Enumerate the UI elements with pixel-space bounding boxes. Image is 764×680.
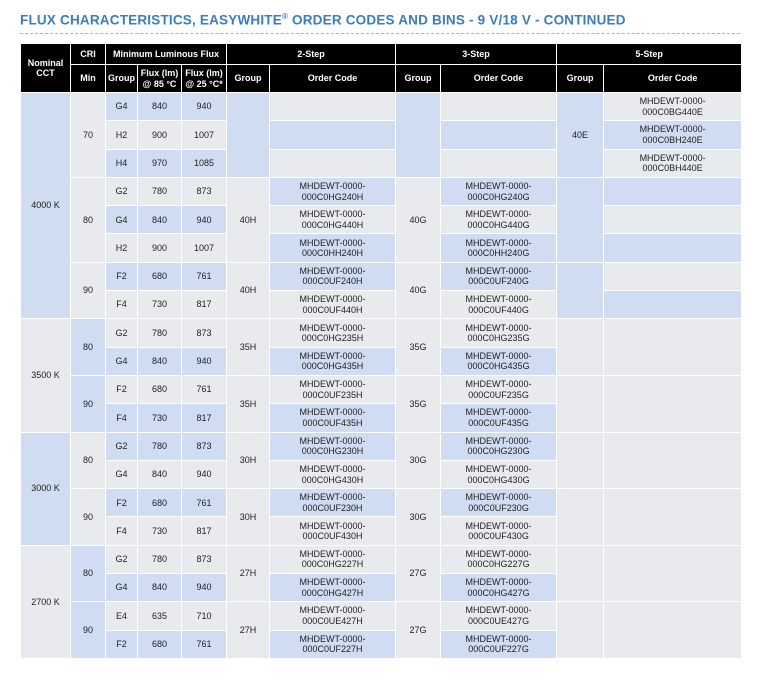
header-5step-group: Group — [557, 65, 604, 93]
header-2-step: 2-Step — [227, 44, 396, 65]
cri-cell: 90 — [71, 375, 106, 432]
step2-group-cell: 30H — [227, 489, 270, 546]
flux-table — [20, 43, 742, 659]
group-cell: F2 — [106, 489, 138, 517]
step3-code-cell — [441, 149, 557, 177]
header-flux-25: Flux (lm) @ 25 °C* — [182, 65, 227, 93]
step2-group-cell: 27H — [227, 602, 270, 659]
flux85-cell: 840 — [138, 206, 182, 234]
table-row — [21, 291, 742, 319]
group-cell: G4 — [106, 347, 138, 375]
step3-code-cell: MHDEWT-0000- 000C0UF227G — [441, 630, 557, 658]
flux25-cell: 940 — [182, 93, 227, 121]
cct-cell: 2700 K — [21, 545, 71, 658]
flux85-cell: 730 — [138, 517, 182, 545]
step3-code-cell — [441, 93, 557, 121]
cri-cell: 80 — [71, 432, 106, 489]
header-nominal-cct: Nominal CCT — [21, 44, 71, 93]
flux85-cell: 780 — [138, 319, 182, 347]
table-row — [21, 432, 742, 460]
step2-group-cell: 40H — [227, 177, 270, 262]
step3-code-cell: MHDEWT-0000- 000C0HH240G — [441, 234, 557, 262]
flux25-cell: 1007 — [182, 121, 227, 149]
step3-group-cell: 35G — [396, 319, 441, 376]
flux25-cell: 873 — [182, 545, 227, 573]
step5-group-cell — [557, 262, 604, 319]
step5-code-cell — [604, 262, 742, 290]
flux85-cell: 840 — [138, 347, 182, 375]
group-cell: G4 — [106, 93, 138, 121]
flux85-cell: 635 — [138, 602, 182, 630]
flux25-cell: 873 — [182, 177, 227, 205]
step5-code-cell — [604, 319, 742, 376]
flux85-cell: 730 — [138, 291, 182, 319]
group-cell: G4 — [106, 574, 138, 602]
group-cell: G2 — [106, 177, 138, 205]
flux25-cell: 710 — [182, 602, 227, 630]
flux25-cell: 817 — [182, 517, 227, 545]
header-2step-order-code: Order Code — [270, 65, 396, 93]
flux85-cell: 680 — [138, 489, 182, 517]
step2-code-cell: MHDEWT-0000- 000C0HG230H — [270, 432, 396, 460]
page-title: FLUX CHARACTERISTICS, EASYWHITE® ORDER CODES AND BINS - 9 V/18 V - CONTINUED — [20, 12, 626, 28]
group-cell: G4 — [106, 206, 138, 234]
group-cell: G2 — [106, 432, 138, 460]
table-row — [21, 319, 742, 347]
table-row — [21, 375, 742, 403]
group-cell: F2 — [106, 375, 138, 403]
step2-group-cell: 35H — [227, 375, 270, 432]
step3-code-cell: MHDEWT-0000- 000C0HG240G — [441, 177, 557, 205]
step5-code-cell — [604, 206, 742, 234]
cri-cell: 90 — [71, 602, 106, 659]
flux25-cell: 940 — [182, 347, 227, 375]
step3-code-cell: MHDEWT-0000- 000C0HG435G — [441, 347, 557, 375]
step5-code-cell: MHDEWT-0000- 000C0BH240E — [604, 121, 742, 149]
step2-code-cell: MHDEWT-0000- 000C0UF227H — [270, 630, 396, 658]
flux25-cell: 1085 — [182, 149, 227, 177]
flux85-cell: 780 — [138, 177, 182, 205]
step5-group-cell: 40E — [557, 93, 604, 178]
cri-cell: 70 — [71, 93, 106, 178]
step2-code-cell: MHDEWT-0000- 000C0HG435H — [270, 347, 396, 375]
step2-code-cell: MHDEWT-0000- 000C0UF435H — [270, 404, 396, 432]
group-cell: G2 — [106, 319, 138, 347]
flux85-cell: 680 — [138, 375, 182, 403]
step2-group-cell: 40H — [227, 262, 270, 319]
flux85-cell: 900 — [138, 234, 182, 262]
flux85-cell: 680 — [138, 262, 182, 290]
step5-group-cell — [557, 375, 604, 432]
group-cell: G4 — [106, 460, 138, 488]
flux25-cell: 873 — [182, 319, 227, 347]
title-divider — [20, 33, 740, 34]
step3-code-cell: MHDEWT-0000- 000C0HG430G — [441, 460, 557, 488]
step3-group-cell: 40G — [396, 177, 441, 262]
table-row — [21, 602, 742, 630]
step3-group-cell: 27G — [396, 545, 441, 602]
step5-group-cell — [557, 319, 604, 376]
step5-code-cell — [604, 234, 742, 262]
header-cri: CRI — [71, 44, 106, 65]
step5-code-cell — [604, 602, 742, 659]
step2-code-cell: MHDEWT-0000- 000C0HG235H — [270, 319, 396, 347]
step5-group-cell — [557, 602, 604, 659]
header-5-step: 5-Step — [557, 44, 742, 65]
group-cell: F4 — [106, 291, 138, 319]
step3-code-cell: MHDEWT-0000- 000C0UF435G — [441, 404, 557, 432]
step2-code-cell: MHDEWT-0000- 000C0UF230H — [270, 489, 396, 517]
header-flux-85: Flux (lm) @ 85 °C — [138, 65, 182, 93]
step5-group-cell — [557, 545, 604, 602]
flux85-cell: 780 — [138, 545, 182, 573]
step2-code-cell: MHDEWT-0000- 000C0HG440H — [270, 206, 396, 234]
header-5step-order-code: Order Code — [604, 65, 742, 93]
step5-code-cell: MHDEWT-0000- 000C0BG440E — [604, 93, 742, 121]
cri-cell: 80 — [71, 545, 106, 602]
step3-group-cell: 40G — [396, 262, 441, 319]
step2-code-cell: MHDEWT-0000- 000C0HG427H — [270, 574, 396, 602]
step2-code-cell: MHDEWT-0000- 000C0UF235H — [270, 375, 396, 403]
flux25-cell: 1007 — [182, 234, 227, 262]
cri-cell: 80 — [71, 319, 106, 376]
group-cell: H2 — [106, 121, 138, 149]
flux85-cell: 840 — [138, 460, 182, 488]
step3-group-cell — [396, 93, 441, 178]
flux25-cell: 761 — [182, 262, 227, 290]
step2-code-cell — [270, 149, 396, 177]
step3-code-cell: MHDEWT-0000- 000C0UF230G — [441, 489, 557, 517]
flux25-cell: 940 — [182, 574, 227, 602]
step3-code-cell: MHDEWT-0000- 000C0HG427G — [441, 574, 557, 602]
step2-code-cell: MHDEWT-0000- 000C0UE427H — [270, 602, 396, 630]
step2-group-cell — [227, 93, 270, 178]
step2-code-cell: MHDEWT-0000- 000C0UF240H — [270, 262, 396, 290]
group-cell: H4 — [106, 149, 138, 177]
header-min-luminous-flux: Minimum Luminous Flux — [106, 44, 227, 65]
cri-cell: 80 — [71, 177, 106, 262]
flux85-cell: 840 — [138, 574, 182, 602]
step5-group-cell — [557, 489, 604, 546]
step3-code-cell: MHDEWT-0000- 000C0HG230G — [441, 432, 557, 460]
step2-group-cell: 27H — [227, 545, 270, 602]
flux85-cell: 730 — [138, 404, 182, 432]
step5-code-cell — [604, 489, 742, 546]
step5-code-cell — [604, 432, 742, 489]
step3-code-cell: MHDEWT-0000- 000C0UE427G — [441, 602, 557, 630]
step3-code-cell: MHDEWT-0000- 000C0HG440G — [441, 206, 557, 234]
step5-code-cell — [604, 177, 742, 205]
flux25-cell: 873 — [182, 432, 227, 460]
step5-group-cell — [557, 432, 604, 489]
step3-code-cell: MHDEWT-0000- 000C0UF440G — [441, 291, 557, 319]
step5-code-cell — [604, 545, 742, 602]
group-cell: F2 — [106, 630, 138, 658]
step2-code-cell: MHDEWT-0000- 000C0HG240H — [270, 177, 396, 205]
header-min: Min — [71, 65, 106, 93]
step3-group-cell: 30G — [396, 432, 441, 489]
step2-code-cell: MHDEWT-0000- 000C0HG430H — [270, 460, 396, 488]
step3-group-cell: 27G — [396, 602, 441, 659]
step3-group-cell: 35G — [396, 375, 441, 432]
step3-code-cell — [441, 121, 557, 149]
group-cell: F4 — [106, 404, 138, 432]
cct-cell: 3500 K — [21, 319, 71, 432]
flux25-cell: 761 — [182, 489, 227, 517]
step2-group-cell: 35H — [227, 319, 270, 376]
header-3step-group: Group — [396, 65, 441, 93]
step2-code-cell: MHDEWT-0000- 000C0HH240H — [270, 234, 396, 262]
flux25-cell: 940 — [182, 460, 227, 488]
cri-cell: 90 — [71, 489, 106, 546]
step5-group-cell — [557, 177, 604, 262]
header-3step-order-code: Order Code — [441, 65, 557, 93]
table-row — [21, 149, 742, 177]
step5-code-cell — [604, 291, 742, 319]
flux25-cell: 940 — [182, 206, 227, 234]
table-row — [21, 121, 742, 149]
step3-code-cell: MHDEWT-0000- 000C0UF235G — [441, 375, 557, 403]
flux85-cell: 840 — [138, 93, 182, 121]
group-cell: F2 — [106, 262, 138, 290]
flux25-cell: 817 — [182, 291, 227, 319]
step2-code-cell: MHDEWT-0000- 000C0UF430H — [270, 517, 396, 545]
group-cell: G2 — [106, 545, 138, 573]
table-row — [21, 234, 742, 262]
table-row — [21, 177, 742, 205]
table-row — [21, 545, 742, 573]
table-row — [21, 206, 742, 234]
cct-cell: 4000 K — [21, 93, 71, 319]
step2-code-cell — [270, 93, 396, 121]
flux25-cell: 817 — [182, 404, 227, 432]
step5-code-cell — [604, 375, 742, 432]
table-row — [21, 262, 742, 290]
cct-cell: 3000 K — [21, 432, 71, 545]
cri-cell: 90 — [71, 262, 106, 319]
flux85-cell: 680 — [138, 630, 182, 658]
group-cell: F4 — [106, 517, 138, 545]
step2-code-cell: MHDEWT-0000- 000C0HG227H — [270, 545, 396, 573]
step3-code-cell: MHDEWT-0000- 000C0HG235G — [441, 319, 557, 347]
flux85-cell: 900 — [138, 121, 182, 149]
step3-code-cell: MHDEWT-0000- 000C0HG227G — [441, 545, 557, 573]
step2-code-cell — [270, 121, 396, 149]
step5-code-cell: MHDEWT-0000- 000C0BH440E — [604, 149, 742, 177]
table-row — [21, 489, 742, 517]
step2-group-cell: 30H — [227, 432, 270, 489]
header-group: Group — [106, 65, 138, 93]
flux25-cell: 761 — [182, 375, 227, 403]
header-2step-group: Group — [227, 65, 270, 93]
group-cell: H2 — [106, 234, 138, 262]
step3-code-cell: MHDEWT-0000- 000C0UF240G — [441, 262, 557, 290]
flux25-cell: 761 — [182, 630, 227, 658]
table-row — [21, 93, 742, 121]
group-cell: E4 — [106, 602, 138, 630]
step3-group-cell: 30G — [396, 489, 441, 546]
flux85-cell: 970 — [138, 149, 182, 177]
step3-code-cell: MHDEWT-0000- 000C0UF430G — [441, 517, 557, 545]
header-3-step: 3-Step — [396, 44, 557, 65]
flux85-cell: 780 — [138, 432, 182, 460]
step2-code-cell: MHDEWT-0000- 000C0UF440H — [270, 291, 396, 319]
